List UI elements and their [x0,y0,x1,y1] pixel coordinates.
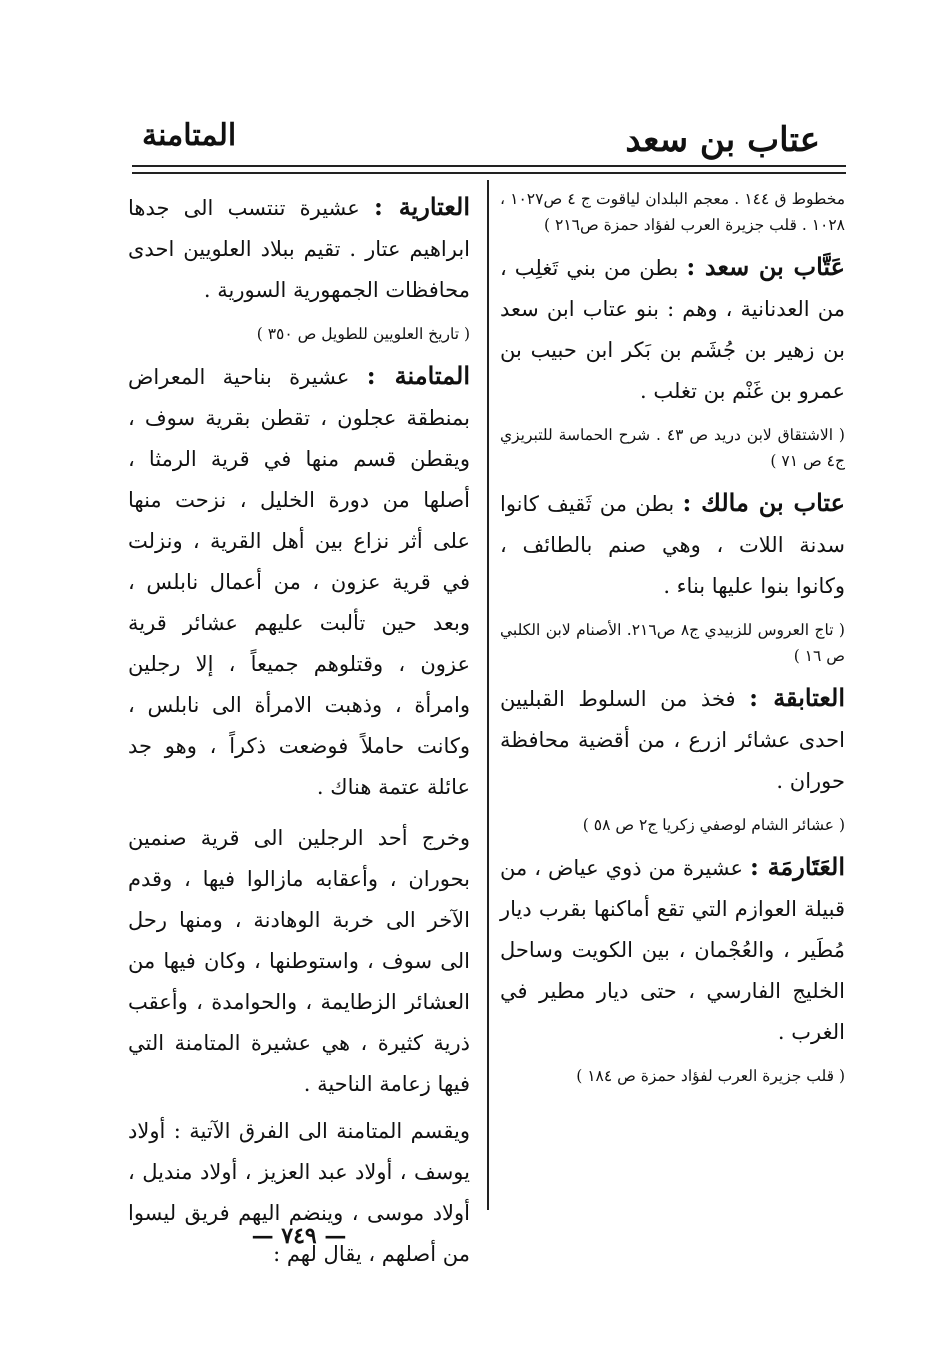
entry-headword: العتابقة : [749,683,845,712]
entry-headword: المتامنة : [366,361,470,390]
entry-text: بطن من بني تَغلِب ، من العدنانية ، وهم : بنو عتاب ابن سعد بن زهير بن جُشَم بن بَكر ابن حبيب بن عمرو بن غَنْم بن تغلب . [500,256,845,403]
paragraph: وخرج أحد الرجلين الى قرية صنمين بحوران ، وأعقابه مازالوا فيها ، وقدم الآخر الى خربة الوهادنة ، ومنها رحل الى سوف ، واستوطنها ، وكان فيها من العشائر الزطايمة ، والحوامدة ، وأعقب ذرية كثيرة ، هي عشيرة المتامنة التي فيها زعامة الناحية . [128,826,470,1096]
entry-source: ( تاريخ العلويين للطويل ص ٣٥٠ ) [256,325,470,343]
page-header [120,112,820,162]
entry-utab-bin-malik [500,482,845,607]
entry-text: عشيرة من ذوي عياض ، من قبيلة العوازم التي تقع أماكنها بقرب ديار مُطَير ، والعُجْمان ، بين الكويت وساحل الخليج الفارسي ، حتى ديار مطير في الغرب . [500,856,845,1044]
entry-source: ( الاشتقاق لابن دريد ص ٤٣ . شرح الحماسة للتبريزي ج٤ ص ٧١ ) [500,426,845,470]
header-rule-top [132,165,846,167]
running-title-left: المتامنة [142,118,237,153]
running-title-right: عتاب بن سعد [625,120,820,160]
entry-headword: العَتَارمَة : [750,852,845,881]
entry-al-matamina [128,355,470,808]
entry-source: ( عشائر الشام لوصفي زكريا ج٢ ص ٥٨ ) [582,816,845,834]
carryover-source: مخطوط ق ١٤٤ . معجم البلدان لياقوت ج ٤ ص١٠٢٧ ، ١٠٢٨ . قلب جزيرة العرب لفؤاد حمزة ص٢١٦ ) [500,190,846,234]
entry-text: فخذ من السلوط القبليين احدى عشائر ازرع ، من أقضية محافظة حوران . [500,687,845,793]
column-divider [487,180,489,1210]
entry-al-atabiqa [500,677,845,802]
entry-source: ( قلب جزيرة العرب لفؤاد حمزة ص ١٨٤ ) [576,1067,845,1085]
entry-source: ( تاج العروس للزبيدي ج٨ ص٢١٦. الأصنام لابن الكلبي ص ١٦ ) [500,621,845,665]
page-number: — ٧٤٩ — [251,1223,347,1249]
entry-al-atarima [500,846,845,1053]
entry-headword: عتاب بن مالك : [682,488,845,517]
entry-headword: العتارية : [374,192,470,221]
entry-al-atariya [128,186,470,311]
entry-headword: عَتَّاب بن سعد : [686,252,845,281]
paragraph: ويقسم المتامنة الى الفرق الآتية : أولاد يوسف ، أولاد عبد العزيز ، أولاد منديل ، أولاد موسى ، وينضم اليهم فريق ليسوا من أصلهم ، يقال لهم : [128,1119,470,1266]
entry-text: عشيرة بناحية المعراض بمنطقة عجلون ، تقطن بقرية سوف ، ويقطن قسم منها في قرية الرمثا ، أصلها من دورة الخليل ، نزحت منها على أثر نزاع بين أهل القرية ، ونزلت في قرية عزون ، من أعمال نابلس ، وبعد حين تألبت عليهم عشائر قرية عزون ، وقتلوهم جميعاً ، إلا رجلين وامرأة ، وذهبت الامرأة الى نابلس ، وكانت حاملاً فوضعت ذكراً ، وهو جد عائلة عتمة هناك . [128,365,470,799]
entry-text: عشيرة تنتسب الى جدها ابراهيم عتار . تقيم ببلاد العلويين احدى محافظات الجمهورية السورية . [128,196,470,302]
header-rule-bottom [132,172,846,174]
entry-text: بطن من ثَقيف كانوا سدنة اللات ، وهي صنم بالطائف ، وكانوا بنوا عليها بناء . [500,492,845,598]
right-column [500,186,845,1097]
left-column [128,186,470,1281]
entry-utab-bin-saad [500,246,845,412]
